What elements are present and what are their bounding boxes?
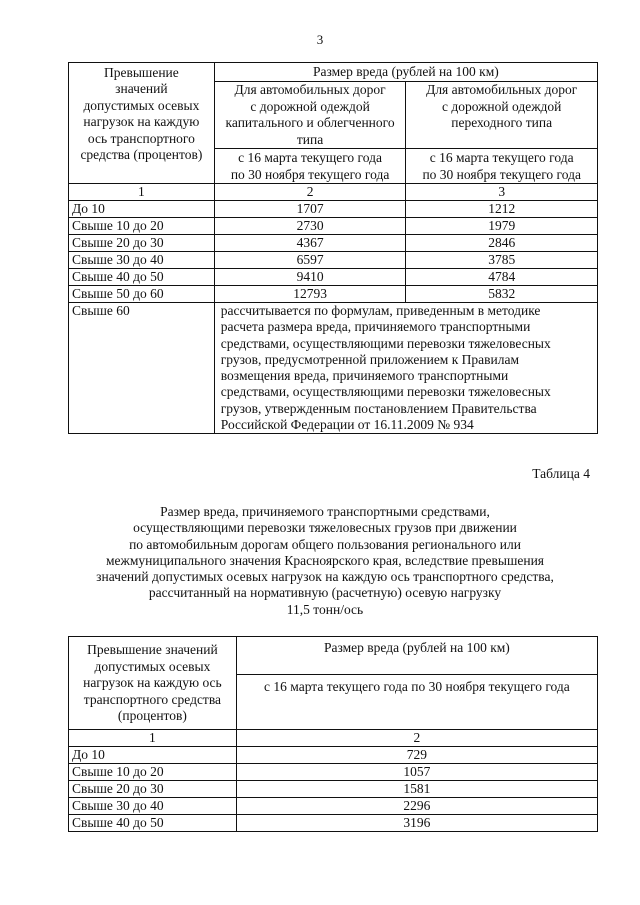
table-row: Свыше 40 до 50 3196 <box>69 815 598 832</box>
t4-colnum-2: 2 <box>236 730 597 747</box>
damage-table-4 <box>68 636 598 832</box>
table-row: Свыше 30 до 40 2296 <box>69 798 598 815</box>
t4-header-group: Размер вреда (рублей на 100 км) <box>236 637 597 675</box>
table-row: Свыше 50 до 60 12793 5832 <box>69 286 598 303</box>
formula-note: рассчитывается по формулам, приведенным в методике расчета размера вреда, причиняемого транспортными средствами, осуществляющими перевозки тяжеловесных грузов, предусмотренной приложением к Правилам возмещения вреда, причиняемого транспортными средствами, осуществляющими перевозки тяжеловесных грузов, утвержденным постановлением Правительства Российской Федерации от 16.11.2009 № 934 <box>214 303 597 434</box>
page-number: 3 <box>316 32 324 47</box>
t3-header-col2: Для автомобильных дорог с дорожной одеждой капитального и облегченного типа <box>214 82 406 149</box>
t3-period-col2: с 16 марта текущего года по 30 ноября текущего года <box>214 149 406 184</box>
damage-table-3 <box>68 62 598 434</box>
table-row: Свыше 10 до 20 1057 <box>69 764 598 781</box>
table-row: Свыше 20 до 30 1581 <box>69 781 598 798</box>
t3-header-group: Размер вреда (рублей на 100 км) <box>214 63 597 82</box>
table-row: Свыше 40 до 50 9410 4784 <box>69 269 598 286</box>
table4-label: Таблица 4 <box>532 466 590 481</box>
table-row: До 10 1707 1212 <box>69 201 598 218</box>
t4-colnum-1: 1 <box>69 730 237 747</box>
table4-title: Размер вреда, причиняемого транспортными средствами, осуществляющими перевозки тяжеловесных грузов при движении по автомобильным дорогам общего пользования регионального или межмуниципального значения Красноярского края, вследствие превышения значений допустимых осевых нагрузок на каждую ось транспортного средства, рассчитанный на нормативную (расчетную) осевую нагрузку 11,5 тонн/ось <box>96 504 554 617</box>
t3-period-col3: с 16 марта текущего года по 30 ноября текущего года <box>406 149 598 184</box>
t3-colnum-2: 2 <box>214 184 406 201</box>
t3-header-col1: Превышение значений допустимых осевых нагрузок на каждую ось транспортного средства (процентов) <box>69 63 215 184</box>
t3-colnum-3: 3 <box>406 184 598 201</box>
table-row: До 10 729 <box>69 747 598 764</box>
table-row: Свыше 30 до 40 6597 3785 <box>69 252 598 269</box>
table-row: Свыше 10 до 20 2730 1979 <box>69 218 598 235</box>
table-row: Свыше 20 до 30 4367 2846 <box>69 235 598 252</box>
table-row-over-60: Свыше 60 рассчитывается по формулам, приведенным в методике расчета размера вреда, причиняемого транспортными средствами, осуществляющими перевозки тяжеловесных грузов, предусмотренной приложением к Правилам возмещения вреда, причиняемого транспортными средствами, осуществляющими перевозки тяжеловесных грузов, утвержденным постановлением Правительства Российской Федерации от 16.11.2009 № 934 <box>69 303 598 434</box>
t4-period: с 16 марта текущего года по 30 ноября текущего года <box>236 675 597 730</box>
t3-header-col3: Для автомобильных дорог с дорожной одеждой переходного типа <box>406 82 598 149</box>
t4-header-col1: Превышение значений допустимых осевых нагрузок на каждую ось транспортного средства (процентов) <box>69 637 237 730</box>
t3-colnum-1: 1 <box>69 184 215 201</box>
